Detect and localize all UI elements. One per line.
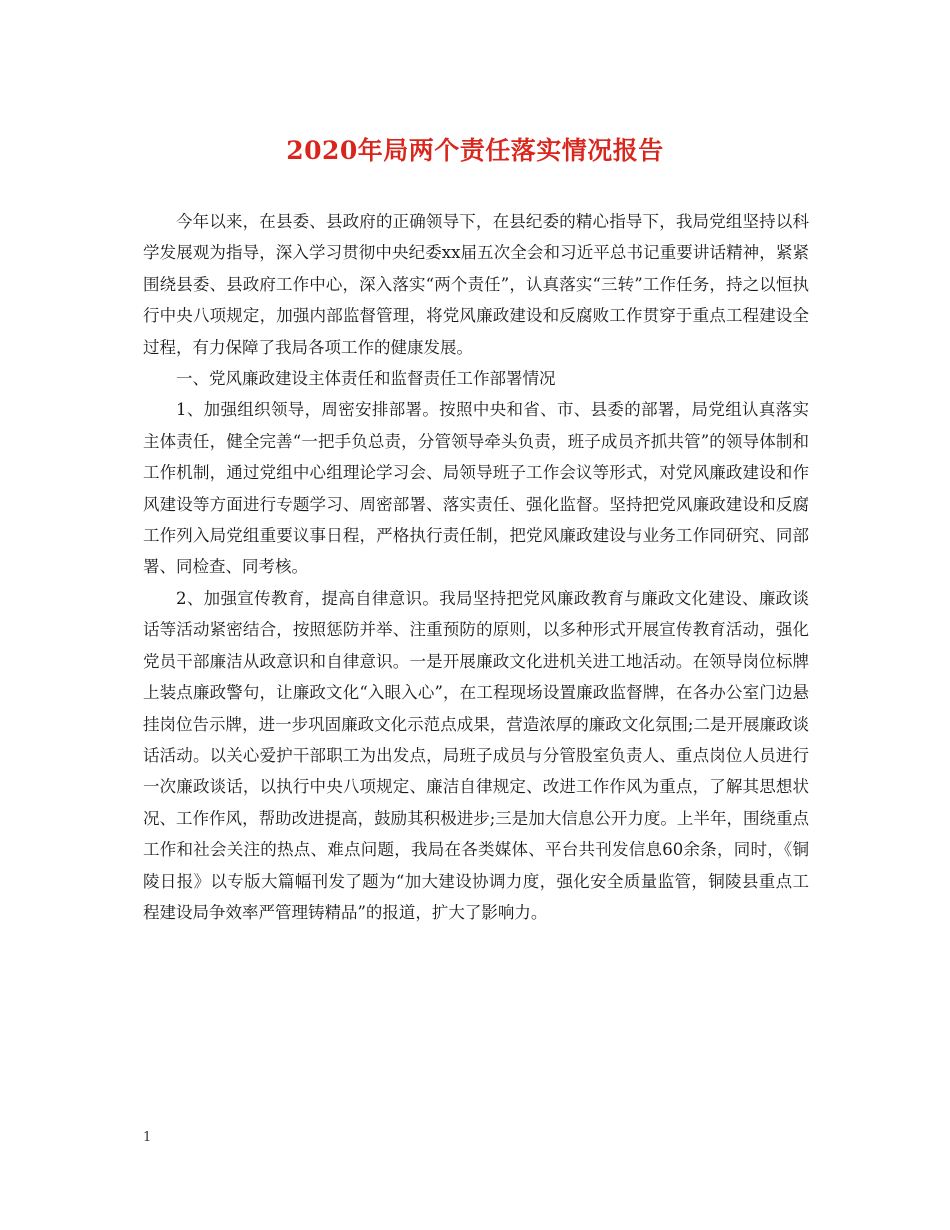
page-number: 1 xyxy=(143,1130,152,1145)
document-title: 2020年局两个责任落实情况报告 xyxy=(286,136,664,165)
paragraph-item-1: 1、加强组织领导，周密安排部署。按照中央和省、市、县委的部署，局党组认真落实主体责任，健全完善“一把手负总责，分管领导牵头负责，班子成员齐抓共管”的领导体制和工作机制，通过党组中心组理论学习会、局领导班子工作会议等形式，对党风廉政建设和作风建设等方面进行专题学习、周密部署、落实责任、强化监督。坚持把党风廉政建设和反腐工作列入局党组重要议事日程，严格执行责任制，把党风廉政建设与业务工作同研究、同部署、同检查、同考核。 xyxy=(143,400,809,577)
paragraph-item-2: 2、加强宣传教育，提高自律意识。我局坚持把党风廉政教育与廉政文化建设、廉政谈话等活动紧密结合，按照惩防并举、注重预防的原则，以多种形式开展宣传教育活动，强化党员干部廉洁从政意识和自律意识。一是开展廉政文化进机关进工地活动。在领导岗位标牌上装点廉政警句，让廉政文化“入眼入心”，在工程现场设置廉政监督牌，在各办公室门边悬挂岗位告示牌，进一步巩固廉政文化示范点成果，营造浓厚的廉政文化氛围;二是开展廉政谈话活动。以关心爱护干部职工为出发点，局班子成员与分管股室负责人、重点岗位人员进行一次廉政谈话，以执行中央八项规定、廉洁自律规定、改进工作作风为重点，了解其思想状况、工作作风，帮助改进提高，鼓励其积极进步;三是加大信息公开力度。上半年，围绕重点工作和社会关注的热点、难点问题，我局在各类媒体、平台共刊发信息60余条，同时，《铜陵日报》以专版大篇幅刊发了题为“加大建设协调力度，强化安全质量监管，铜陵县重点工程建设局争效率严管理铸精品”的报道，扩大了影响力。 xyxy=(143,588,809,922)
section-heading: 一、党风廉政建设主体责任和监督责任工作部署情况 xyxy=(176,369,556,389)
paragraph-intro: 今年以来，在县委、县政府的正确领导下，在县纪委的精心指导下，我局党组坚持以科学发展观为指导，深入学习贯彻中央纪委xx届五次全会和习近平总书记重要讲话精神，紧紧围绕县委、县政府工作中心，深入落实“两个责任”，认真落实“三转”工作任务，持之以恒执行中央八项规定，加强内部监督管理，将党风廉政建设和反腐败工作贯穿于重点工程建设全过程，有力保障了我局各项工作的健康发展。 xyxy=(143,212,809,357)
document-body xyxy=(143,206,809,928)
